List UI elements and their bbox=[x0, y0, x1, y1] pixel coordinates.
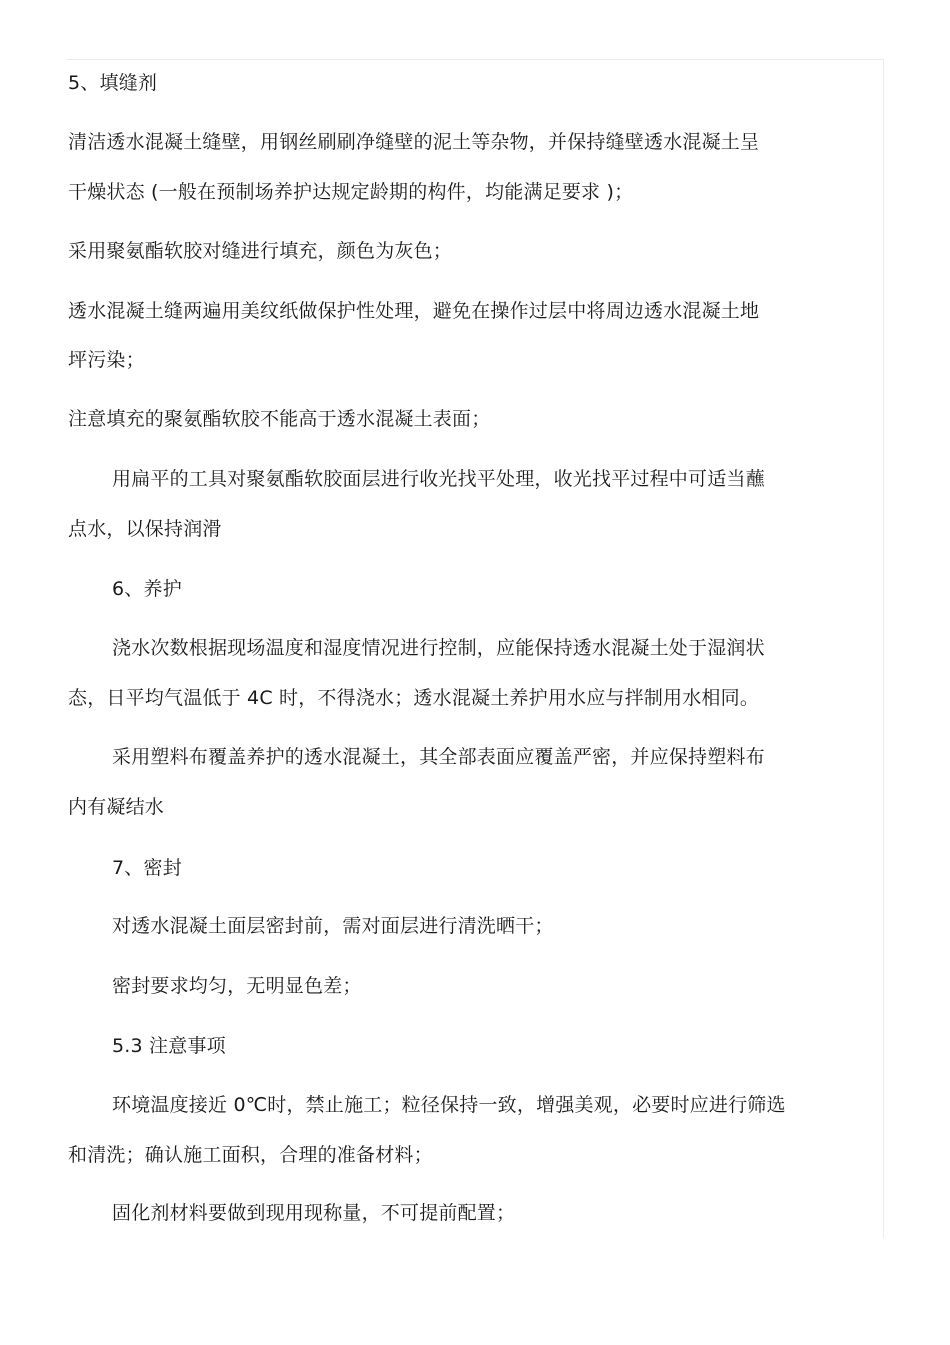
paragraph-line: 环境温度接近 0℃时，禁止施工；粒径保持一致，增强美观，必要时应进行筛选 bbox=[112, 1094, 786, 1116]
paragraph-line: 坪污染； bbox=[68, 349, 145, 371]
section-heading-7: 7、密封 bbox=[112, 857, 182, 879]
paragraph-line: 注意填充的聚氨酯软胶不能高于透水混凝土表面； bbox=[68, 408, 491, 430]
paragraph-line: 点水，以保持润滑 bbox=[68, 518, 222, 540]
section-heading-5: 5、填缝剂 bbox=[68, 72, 158, 94]
paragraph-line: 浇水次数根据现场温度和湿度情况进行控制，应能保持透水混凝土处于湿润状 bbox=[112, 637, 765, 659]
paragraph-line: 采用聚氨酯软胶对缝进行填充，颜色为灰色； bbox=[68, 240, 453, 262]
paragraph-line: 采用塑料布覆盖养护的透水混凝土，其全部表面应覆盖严密，并应保持塑料布 bbox=[112, 746, 765, 768]
paragraph-line: 透水混凝土缝两遍用美纹纸做保护性处理，避免在操作过层中将周边透水混凝土地 bbox=[68, 300, 760, 322]
paragraph-line: 密封要求均匀，无明显色差； bbox=[112, 975, 362, 997]
section-heading-5-3: 5.3 注意事项 bbox=[112, 1035, 226, 1057]
section-heading-6: 6、养护 bbox=[112, 578, 182, 600]
paragraph-line: 和清洗；确认施工面积，合理的准备材料； bbox=[68, 1144, 433, 1166]
paragraph-line: 用扁平的工具对聚氨酯软胶面层进行收光找平处理，收光找平过程中可适当蘸 bbox=[112, 468, 765, 490]
paragraph-line: 干燥状态 (一般在预制场养护达规定龄期的构件，均能满足要求 )； bbox=[68, 181, 634, 203]
paragraph-line: 内有凝结水 bbox=[68, 796, 165, 818]
paragraph-line: 清洁透水混凝土缝壁，用钢丝刷刷净缝壁的泥土等杂物，并保持缝壁透水混凝土呈 bbox=[68, 131, 760, 153]
paragraph-line: 固化剂材料要做到现用现称量，不可提前配置； bbox=[112, 1202, 516, 1224]
paragraph-line: 对透水混凝土面层密封前，需对面层进行清洗晒干； bbox=[112, 915, 554, 937]
paragraph-line: 态，日平均气温低于 4C 时，不得浇水；透水混凝土养护用水应与拌制用水相同。 bbox=[68, 687, 760, 709]
